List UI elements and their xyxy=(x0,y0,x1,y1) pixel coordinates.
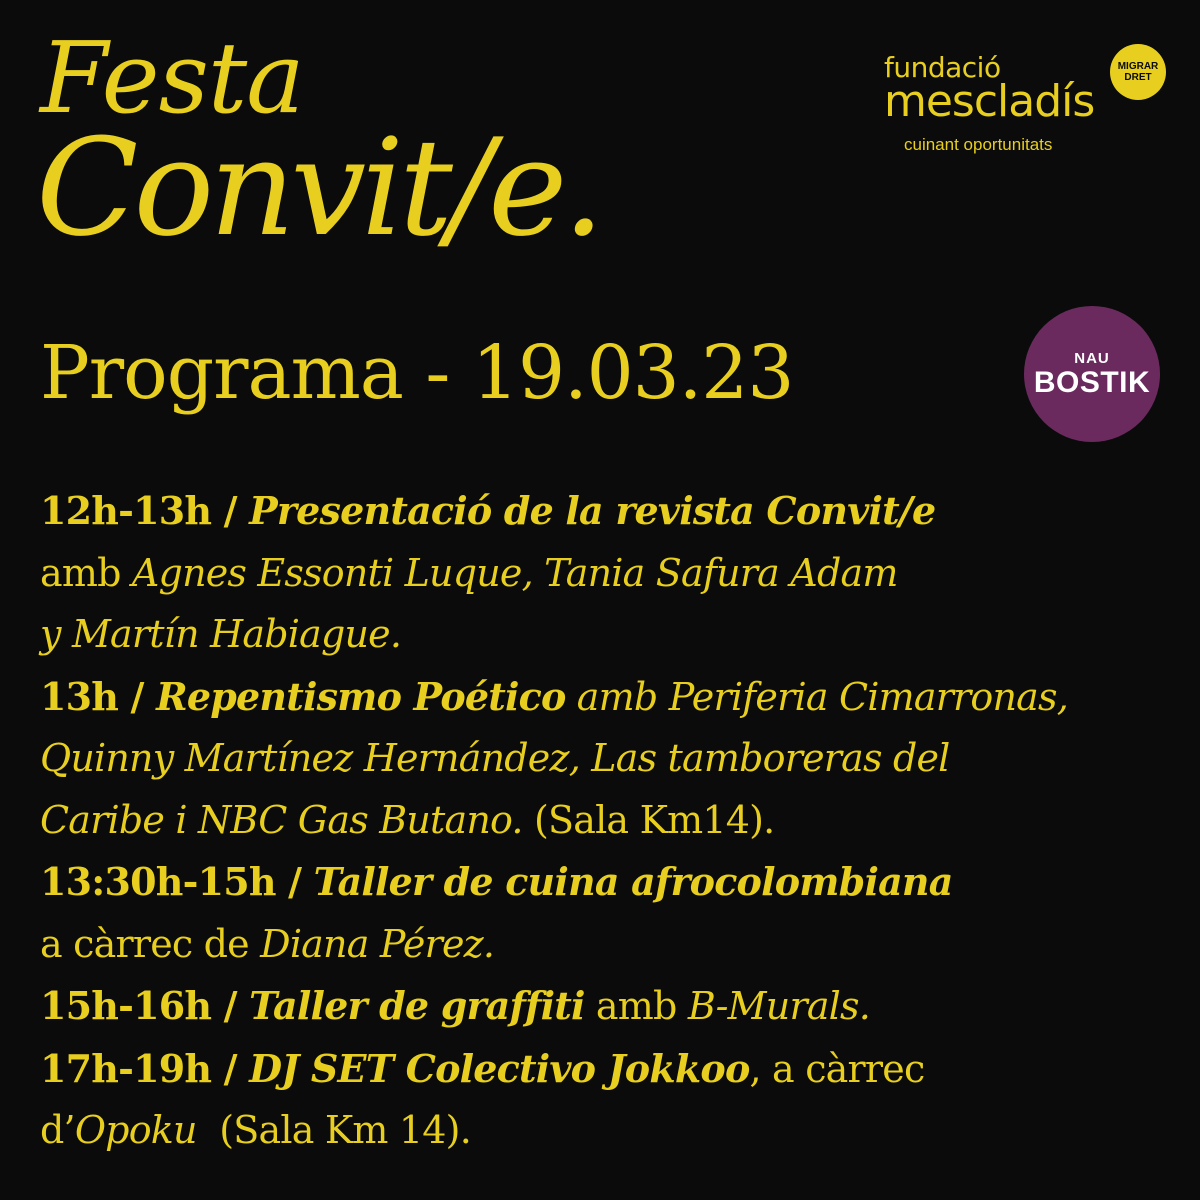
program-item-line xyxy=(40,1100,1180,1162)
item-text: amb xyxy=(584,984,688,1028)
program-item-line xyxy=(40,975,1180,1038)
item-time: 13h xyxy=(40,673,119,719)
item-location: (Sala Km14). xyxy=(522,797,775,842)
nau-bostik-logo xyxy=(1024,306,1160,442)
bostik-text: BOSTIK xyxy=(1033,365,1151,399)
fundacio-mescladis-logo xyxy=(884,44,1164,164)
item-time: 12h-13h xyxy=(40,488,212,533)
badge-line-1: MIGRAR xyxy=(1117,61,1159,72)
title-festa: Festa xyxy=(40,22,304,136)
item-names: Agnes Essonti Luque, Tania Safura Adam xyxy=(131,550,898,595)
item-title: Taller de graffiti xyxy=(249,983,585,1028)
item-separator: / xyxy=(211,983,250,1028)
item-text: amb xyxy=(40,550,132,595)
program-item-line: y Martín Habiague. xyxy=(40,612,402,656)
item-title: Presentació de la revista Convit/e xyxy=(249,488,936,533)
item-text: amb xyxy=(565,674,669,719)
item-text: , a càrrec xyxy=(749,1046,925,1091)
item-separator: / xyxy=(211,488,250,533)
item-separator: / xyxy=(118,673,157,719)
title-convite: Convit/e. xyxy=(36,110,600,266)
item-time: 17h-19h xyxy=(40,1045,212,1091)
item-separator: / xyxy=(211,1045,250,1091)
badge-line-2: DRET xyxy=(1124,72,1152,83)
program-item-line: Quinny Martínez Hernández, Las tamboreras del xyxy=(40,736,950,780)
item-time: 13:30h-15h xyxy=(40,859,276,904)
item-names: Periferia Cimarronas, xyxy=(668,674,1069,719)
program-item-line xyxy=(40,666,1180,729)
item-names: Caribe i NBC Gas Butano. xyxy=(40,797,523,842)
item-title: DJ SET Colectivo Jokkoo xyxy=(249,1045,750,1091)
program-date-heading: Programa - 19.03.23 xyxy=(40,330,794,416)
logo-mescladis-text: mescladís xyxy=(884,76,1095,127)
item-text: d’ xyxy=(40,1108,75,1152)
program-item-line xyxy=(40,1038,1180,1101)
item-title: Taller de cuina afrocolombiana xyxy=(313,859,953,904)
item-names: Diana Pérez. xyxy=(260,921,495,966)
program-item-line xyxy=(40,914,1180,976)
item-text: a càrrec de xyxy=(40,921,261,966)
item-time: 15h-16h xyxy=(40,983,212,1028)
item-title: Repentismo Poético xyxy=(156,673,566,719)
item-location: (Sala Km 14). xyxy=(196,1108,471,1152)
program-list xyxy=(40,480,1180,1162)
migrar-dret-badge xyxy=(1110,44,1166,100)
logo-tagline: cuinant oportunitats xyxy=(904,135,1053,154)
nau-text: NAU xyxy=(1074,349,1110,367)
item-names: B-Murals. xyxy=(687,984,871,1028)
program-item-line xyxy=(40,480,1180,543)
program-item-line xyxy=(40,790,1180,852)
program-item-line xyxy=(40,851,1180,914)
program-item-line xyxy=(40,543,1180,605)
item-separator: / xyxy=(275,859,314,904)
item-names: Opoku xyxy=(74,1108,197,1152)
logo-fundacio-text: fundació xyxy=(884,51,1001,84)
